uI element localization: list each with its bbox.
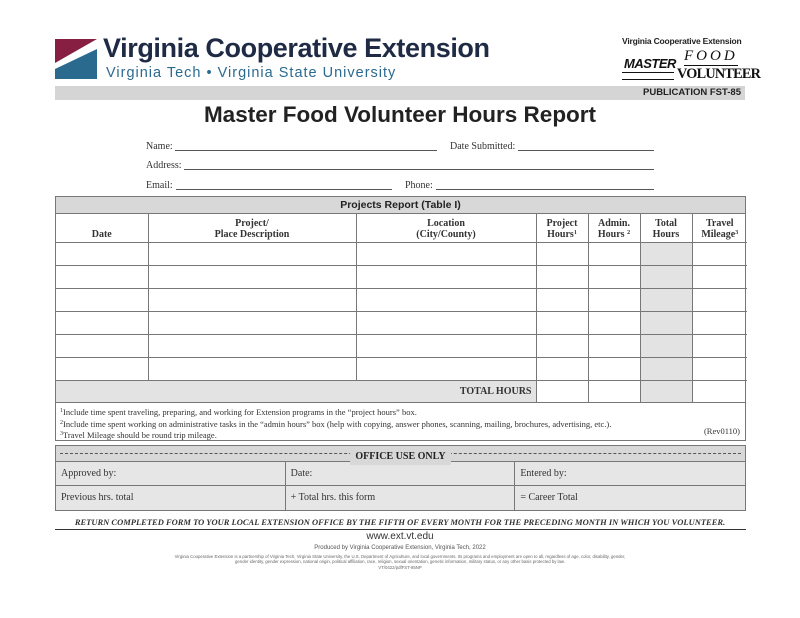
cell-travel-mileage[interactable]: [692, 242, 747, 265]
cell-project-hours[interactable]: [536, 288, 588, 311]
cell-admin-hours[interactable]: [588, 242, 640, 265]
produced-by: Produced by Virginia Cooperative Extension, Virginia Tech, 2022: [314, 545, 486, 551]
table-header-row: [56, 214, 747, 242]
cell-admin-hours[interactable]: [588, 334, 640, 357]
office-use-table: [55, 445, 746, 511]
cell-project[interactable]: [148, 357, 356, 380]
vce-logo-icon: [55, 39, 97, 79]
cell-admin-hours[interactable]: [588, 288, 640, 311]
table-row: [56, 242, 747, 265]
name-label: Name:: [146, 141, 173, 152]
table-row: [56, 311, 747, 334]
cell-admin-hours[interactable]: [588, 357, 640, 380]
cell-project[interactable]: [148, 242, 356, 265]
total-travel-mileage[interactable]: [692, 380, 747, 402]
col-total-hours: Total Hours: [640, 214, 692, 242]
office-use-header: [56, 446, 745, 462]
cell-date[interactable]: [56, 334, 148, 357]
total-hours-row: [56, 380, 747, 402]
disclaimer: Virginia Cooperative Extension is a partnership of Virginia Tech, Virginia State University, the U.S. Department of Agriculture, and local governments. Its programs and employment are open to all, regardless of age, color, disability, gender, gender identity, gender expression, national origin, political affiliation, race, religion, sexual orientation, genetic information, military status, or any other basis protected by law. VT/0422/pdfFST-85NP: [174, 554, 626, 570]
total-total-hours[interactable]: [640, 380, 692, 402]
table-row: [56, 334, 747, 357]
entered-by-field[interactable]: Entered by:: [515, 462, 745, 486]
cell-date[interactable]: [56, 357, 148, 380]
org-subtitle: Virginia Tech • Virginia State University: [106, 65, 397, 81]
total-project-hours[interactable]: [536, 380, 588, 402]
footer-divider: [55, 529, 746, 530]
col-date: Date: [56, 214, 148, 242]
office-date-field[interactable]: Date:: [286, 462, 516, 486]
col-admin-hours: Admin. Hours $^2$: [588, 214, 640, 242]
cell-total-hours[interactable]: [640, 357, 692, 380]
cell-project-hours[interactable]: [536, 357, 588, 380]
cell-travel-mileage[interactable]: [692, 357, 747, 380]
address-label: Address:: [146, 160, 182, 171]
cell-total-hours[interactable]: [640, 265, 692, 288]
date-submitted-label: Date Submitted:: [450, 141, 516, 152]
cell-travel-mileage[interactable]: [692, 288, 747, 311]
cell-project[interactable]: [148, 311, 356, 334]
logo-lines: [622, 72, 674, 80]
phone-label: Phone:: [405, 180, 433, 191]
cell-location[interactable]: [356, 265, 536, 288]
cell-date[interactable]: [56, 242, 148, 265]
org-name: Virginia Cooperative Extension: [103, 33, 490, 63]
career-total-field[interactable]: = Career Total: [515, 486, 745, 510]
name-field[interactable]: [175, 150, 437, 151]
previous-hours-field[interactable]: Previous hrs. total: [56, 486, 286, 510]
col-location: Location (City/County): [356, 214, 536, 242]
col-project: Project/ Place Description: [148, 214, 356, 242]
cell-total-hours[interactable]: [640, 242, 692, 265]
cell-admin-hours[interactable]: [588, 311, 640, 334]
table-row: [56, 357, 747, 380]
publication-number: PUBLICATION FST-85: [643, 87, 741, 98]
projects-report-title: Projects Report (Table I): [56, 197, 745, 214]
col-project-hours: Project Hours$^1$: [536, 214, 588, 242]
email-label: Email:: [146, 180, 173, 191]
logo-master-text: MASTER: [624, 56, 676, 71]
logo-food-text: FOOD: [684, 48, 738, 64]
address-field[interactable]: [184, 169, 654, 170]
cell-project-hours[interactable]: [536, 311, 588, 334]
footnote: $^3$Travel Mileage should be round trip mileage.: [60, 430, 217, 440]
cell-travel-mileage[interactable]: [692, 311, 747, 334]
cell-location[interactable]: [356, 334, 536, 357]
cell-travel-mileage[interactable]: [692, 334, 747, 357]
table-row: [56, 288, 747, 311]
cell-project-hours[interactable]: [536, 265, 588, 288]
cell-travel-mileage[interactable]: [692, 265, 747, 288]
cell-project-hours[interactable]: [536, 334, 588, 357]
footnote: $^1$Include time spent traveling, preparing, and working for Extension programs in the “project hours” box.: [60, 407, 417, 417]
cell-project[interactable]: [148, 334, 356, 357]
footnote: $^2$Include time spent working on administrative tasks in the “admin hours” box (help with copying, answer phones, scanning, mailing, brochures, advertising, etc.).: [60, 418, 612, 429]
return-notice: RETURN COMPLETED FORM TO YOUR LOCAL EXTENSION OFFICE BY THE FIFTH OF EVERY MONTH FOR THE PRECEDING MONTH IN WHICH YOU VOLUNTEER.: [74, 517, 726, 527]
cell-location[interactable]: [356, 288, 536, 311]
approved-by-field[interactable]: Approved by:: [56, 462, 286, 486]
cell-total-hours[interactable]: [640, 311, 692, 334]
page-title: Master Food Volunteer Hours Report: [203, 102, 597, 127]
cell-project-hours[interactable]: [536, 242, 588, 265]
publication-bar: [55, 86, 745, 100]
footnotes: [56, 402, 745, 440]
office-use-title: OFFICE USE ONLY: [350, 449, 450, 465]
email-field[interactable]: [176, 189, 392, 190]
program-org-name: Virginia Cooperative Extension: [622, 36, 742, 46]
projects-report-table: [55, 196, 746, 441]
table-row: [56, 265, 747, 288]
publication-code: VT/0422/pdfFST-85NP: [378, 564, 422, 570]
cell-date[interactable]: [56, 288, 148, 311]
total-hours-label: TOTAL HOURS: [56, 380, 536, 402]
phone-field[interactable]: [436, 189, 654, 190]
cell-total-hours[interactable]: [640, 334, 692, 357]
cell-location[interactable]: [356, 357, 536, 380]
master-food-volunteer-logo: [622, 36, 761, 82]
website-link[interactable]: www.ext.vt.edu: [366, 531, 434, 542]
logo-volunteer-text: VOLUNTEER: [677, 66, 761, 82]
cell-date[interactable]: [56, 311, 148, 334]
total-admin-hours[interactable]: [588, 380, 640, 402]
cell-location[interactable]: [356, 311, 536, 334]
total-this-form-field[interactable]: + Total hrs. this form: [286, 486, 516, 510]
cell-project[interactable]: [148, 288, 356, 311]
cell-admin-hours[interactable]: [588, 265, 640, 288]
date-submitted-field[interactable]: [518, 150, 654, 151]
cell-project[interactable]: [148, 265, 356, 288]
cell-date[interactable]: [56, 265, 148, 288]
cell-location[interactable]: [356, 242, 536, 265]
col-travel-mileage: Travel Mileage$^3$: [692, 214, 747, 242]
cell-total-hours[interactable]: [640, 288, 692, 311]
revision-code: (Rev0110): [703, 425, 740, 436]
